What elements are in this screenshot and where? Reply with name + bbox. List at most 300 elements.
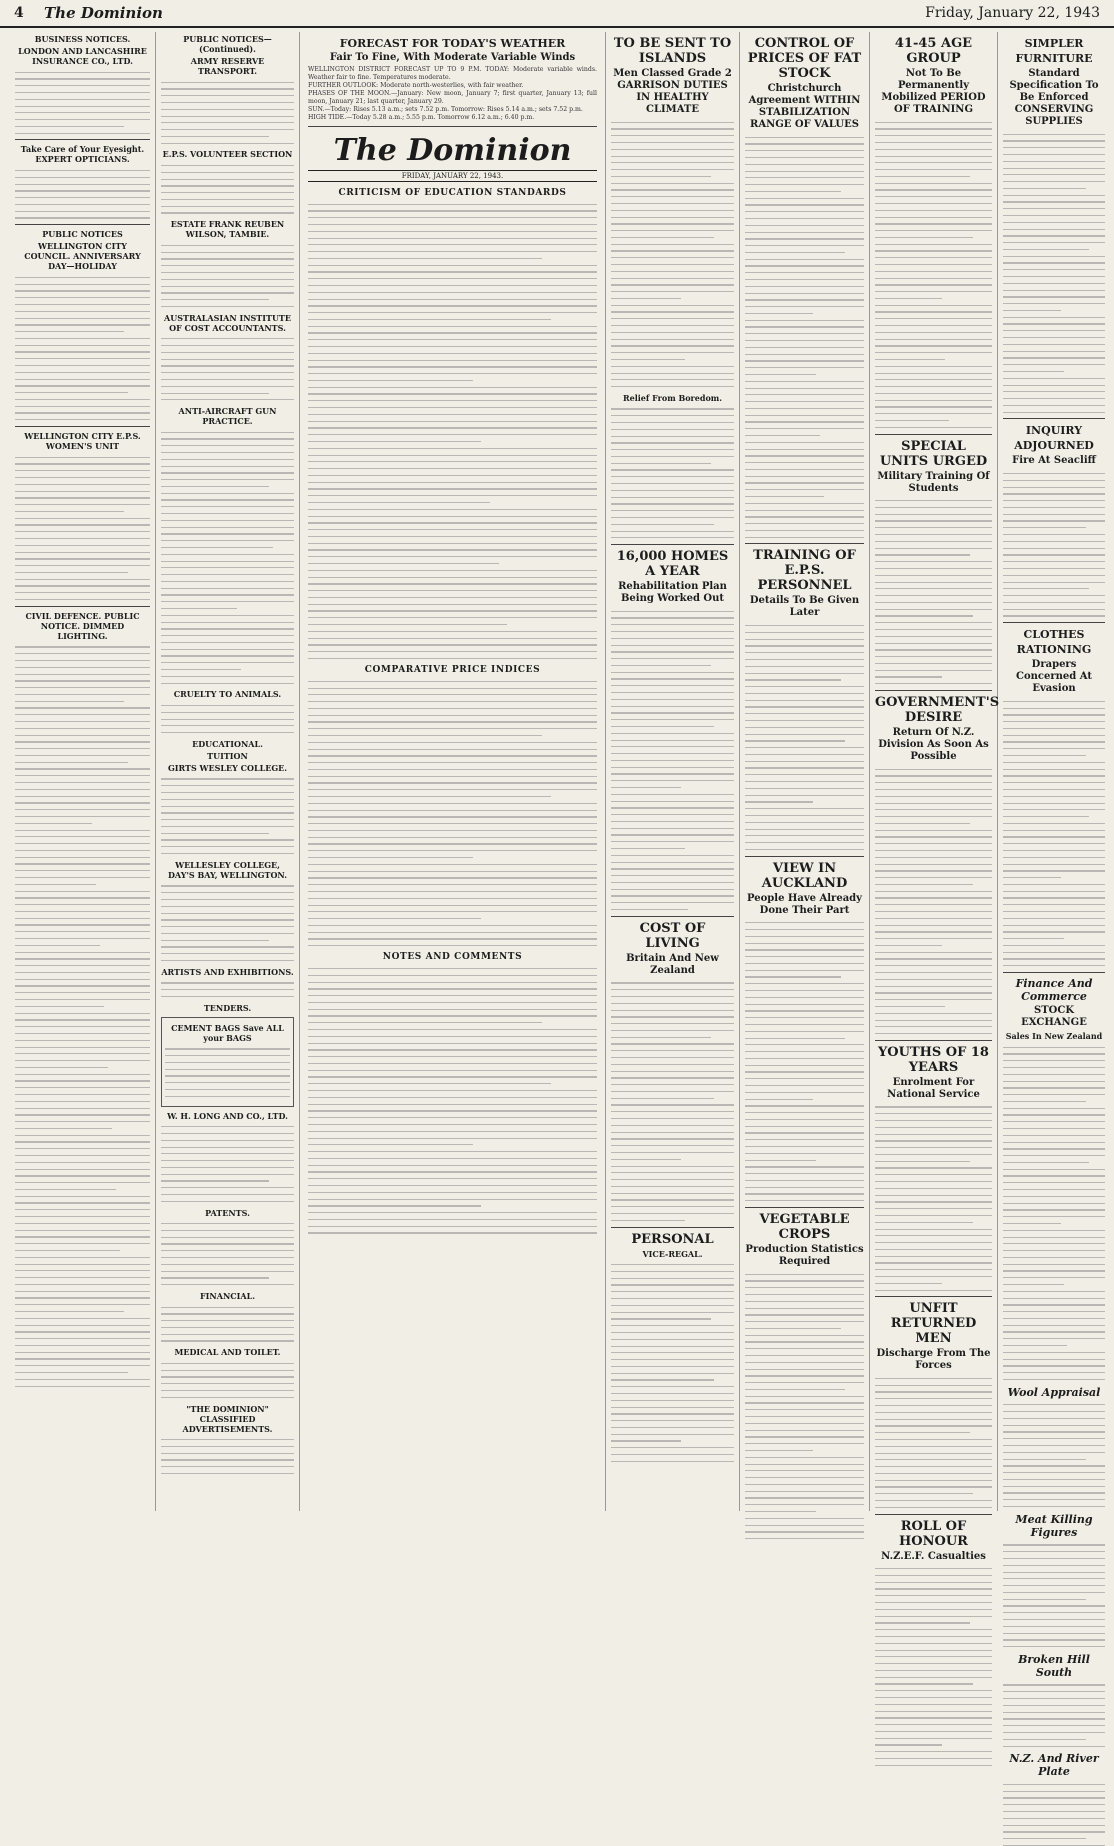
text-line (15, 762, 128, 763)
text-line (308, 421, 597, 422)
text-line (15, 579, 150, 580)
text-line (875, 406, 992, 407)
text-line (161, 608, 237, 609)
text-line (15, 1148, 150, 1149)
text-line (15, 1338, 150, 1339)
text-line (745, 1010, 864, 1011)
text-line (15, 782, 150, 783)
text-block (161, 705, 294, 733)
text-line (161, 1160, 294, 1161)
text-line (1003, 1291, 1105, 1292)
text-line (308, 339, 597, 340)
headline: INQUIRY ADJOURNED (1014, 424, 1094, 453)
text-line (161, 95, 294, 96)
text-line (15, 552, 150, 553)
text-line (875, 803, 992, 804)
text-line (308, 278, 597, 279)
text-line (1003, 938, 1064, 939)
text-line (161, 799, 294, 800)
text-line (161, 252, 294, 253)
text-block (611, 982, 734, 1221)
text-line (1003, 405, 1105, 406)
text-line (875, 1575, 992, 1576)
text-line (15, 1114, 150, 1115)
text-line (611, 712, 734, 713)
text-line (1003, 1646, 1105, 1647)
text-line (1003, 1599, 1086, 1600)
text-line (1003, 208, 1105, 209)
text-line (161, 338, 294, 339)
text-line (1003, 242, 1105, 243)
text-line (875, 1120, 992, 1121)
text-line (875, 609, 992, 610)
text-line (15, 290, 150, 291)
subheadline: Christchurch Agreement WITHIN STABILIZATION RANGE OF VALUES (748, 83, 861, 130)
text-line (745, 1518, 864, 1519)
subheadline: Fire At Seacliff (1012, 455, 1096, 467)
text-line (1003, 1684, 1105, 1685)
text-line (875, 972, 992, 973)
text-line (1003, 857, 1105, 858)
text-line (161, 919, 294, 920)
text-line (1003, 1486, 1105, 1487)
text-line (745, 1362, 864, 1363)
text-line (1003, 728, 1105, 729)
text-line (875, 420, 949, 421)
text-line (15, 897, 150, 898)
text-line (745, 143, 864, 144)
text-line (308, 911, 597, 912)
text-line (308, 638, 597, 639)
text-line (161, 833, 269, 834)
text-line (875, 595, 992, 596)
text-line (1003, 911, 1105, 912)
text-line (161, 885, 294, 886)
text-line (875, 271, 992, 272)
text-line (875, 264, 992, 265)
text-line (875, 393, 992, 394)
text-line (1003, 1352, 1105, 1353)
text-line (611, 841, 734, 842)
text-line (1003, 1087, 1105, 1088)
text-line (611, 524, 714, 525)
text-line (15, 952, 150, 953)
text-line (1003, 357, 1105, 358)
text-line (875, 1751, 992, 1752)
text-line (745, 1092, 864, 1093)
text-line (1003, 721, 1105, 722)
text-line (161, 1223, 294, 1224)
text-line (161, 1376, 294, 1377)
text-line (308, 543, 597, 544)
section-heading: FINANCIAL. (200, 1290, 255, 1301)
text-block (745, 1274, 864, 1540)
text-line (1003, 1459, 1086, 1460)
text-line (15, 843, 150, 844)
text-line (745, 198, 864, 199)
text-line (308, 455, 597, 456)
text-line (611, 1186, 734, 1187)
text-line (308, 204, 597, 205)
text-line (611, 1084, 734, 1085)
headline: TRAINING OF E.P.S. PERSONNEL (753, 548, 856, 594)
text-line (308, 651, 597, 652)
text-line (611, 746, 734, 747)
text-line (745, 537, 864, 538)
text-line (745, 1436, 864, 1437)
text-line (611, 1043, 734, 1044)
text-line (875, 1453, 992, 1454)
text-line (1003, 1175, 1105, 1176)
text-line (15, 392, 128, 393)
text-line (308, 488, 597, 489)
text-line (875, 884, 973, 885)
text-line (745, 997, 864, 998)
text-line (161, 212, 294, 213)
text-line (745, 970, 864, 971)
text-line (15, 99, 150, 100)
text-line (308, 387, 597, 388)
text-line (1003, 843, 1105, 844)
text-line (611, 176, 711, 177)
text-line (875, 169, 992, 170)
text-line (875, 1697, 992, 1698)
text-line (161, 179, 294, 180)
text-line (15, 338, 150, 339)
text-line (745, 150, 864, 151)
text-line (745, 1382, 864, 1383)
text-line (165, 1062, 290, 1063)
text-line (15, 599, 150, 600)
text-line (745, 686, 864, 687)
text-line (308, 1205, 481, 1206)
text-line (161, 165, 294, 166)
text-line (745, 401, 864, 402)
text-line (308, 434, 597, 435)
text-line (611, 1057, 734, 1058)
text-line (611, 1179, 734, 1180)
text-line (15, 470, 150, 471)
text-line (875, 1466, 992, 1467)
text-line (1003, 1142, 1105, 1143)
text-line (611, 386, 734, 387)
text-line (875, 1473, 992, 1474)
text-line (875, 189, 992, 190)
text-line (308, 728, 597, 729)
text-line (875, 1609, 992, 1610)
text-line (745, 367, 864, 368)
text-line (161, 1237, 294, 1238)
text-line (745, 516, 864, 517)
text-line (161, 719, 294, 720)
text-line (1003, 290, 1105, 291)
text-line (875, 1724, 992, 1725)
text-line (161, 527, 294, 528)
text-line (15, 545, 150, 546)
text-line (745, 767, 864, 768)
text-line (745, 177, 864, 178)
text-line (15, 1297, 150, 1298)
text-line (611, 753, 734, 754)
text-line (161, 960, 294, 961)
text-line (611, 1104, 734, 1105)
text-line (1003, 147, 1105, 148)
text-line (161, 953, 294, 954)
text-line (15, 217, 150, 218)
text-line (15, 931, 150, 932)
text-line (745, 1132, 864, 1133)
text-line (1003, 1605, 1105, 1606)
subheadline: Not To Be Permanently Mobilized PERIOD OF TRAINING (881, 68, 986, 115)
text-line (875, 958, 992, 959)
headline: SPECIAL UNITS URGED (879, 438, 988, 469)
text-line (308, 864, 597, 865)
text-line (745, 1065, 864, 1066)
text-line (611, 1407, 734, 1408)
text-line (745, 1457, 864, 1458)
text-line (15, 1196, 150, 1197)
text-line (1003, 931, 1105, 932)
text-line (611, 645, 734, 646)
text-line (308, 271, 597, 272)
text-line (15, 1209, 150, 1210)
text-line (745, 435, 820, 436)
ad-heading: LONDON AND LANCASHIRE INSURANCE CO., LTD. (18, 46, 147, 66)
text-line (1003, 1732, 1105, 1733)
text-block (308, 204, 597, 660)
text-block (165, 1048, 290, 1097)
text-line (308, 905, 597, 906)
text-line (745, 1511, 816, 1512)
text-line (745, 1409, 864, 1410)
text-line (745, 963, 864, 964)
text-line (308, 721, 597, 722)
section-heading: EDUCATIONAL. (192, 738, 263, 749)
text-line (611, 128, 734, 129)
text-line (1003, 755, 1086, 756)
text-line (745, 842, 864, 843)
text-line (745, 1443, 864, 1444)
text-line (875, 230, 992, 231)
text-line (161, 172, 294, 173)
text-line (308, 570, 597, 571)
text-line (875, 789, 992, 790)
text-line (1003, 904, 1105, 905)
text-line (745, 232, 864, 233)
text-line (1003, 1746, 1105, 1747)
text-line (308, 789, 597, 790)
text-line (1003, 1162, 1089, 1163)
text-line (745, 265, 864, 266)
text-line (161, 1383, 294, 1384)
text-line (611, 217, 734, 218)
text-line (308, 1131, 597, 1132)
text-line (308, 644, 597, 645)
text-line (745, 1200, 864, 1201)
text-line (1003, 1438, 1105, 1439)
text-line (745, 347, 864, 348)
text-line (745, 326, 864, 327)
text-line (161, 306, 294, 307)
text-line (1003, 140, 1105, 141)
text-line (875, 945, 942, 946)
text-line (745, 1038, 845, 1039)
text-line (611, 895, 734, 896)
text-line (161, 642, 294, 643)
text-line (1003, 378, 1105, 379)
text-line (15, 1291, 150, 1292)
text-line (15, 572, 128, 573)
text-line (161, 445, 294, 446)
text-line (308, 1036, 597, 1037)
text-line (1003, 958, 1105, 959)
text-line (308, 810, 597, 811)
text-line (15, 1230, 150, 1231)
text-line (745, 503, 864, 504)
notice-heading: WELLINGTON CITY E.P.S. WOMEN'S UNIT (24, 431, 141, 452)
text-line (745, 1193, 864, 1194)
text-line (308, 1185, 597, 1186)
text-line (161, 588, 294, 589)
text-line (611, 189, 734, 190)
text-line (161, 379, 294, 380)
text-line (875, 1663, 992, 1664)
text-line (875, 359, 945, 360)
text-line (308, 373, 597, 374)
text-line (161, 676, 294, 677)
text-line (161, 472, 294, 473)
text-line (745, 713, 864, 714)
text-block (611, 1264, 734, 1462)
text-line (308, 210, 597, 211)
text-line (15, 1358, 150, 1359)
text-line (15, 1060, 150, 1061)
text-block (1003, 1544, 1105, 1647)
text-line (875, 1439, 992, 1440)
text-line (308, 877, 597, 878)
text-line (1003, 1431, 1105, 1432)
text-line (875, 1677, 992, 1678)
text-line (308, 1199, 597, 1200)
text-line (745, 421, 864, 422)
text-line (161, 683, 294, 684)
text-line (611, 814, 734, 815)
text-line (15, 1019, 150, 1020)
text-line (745, 245, 864, 246)
text-line (875, 1446, 992, 1447)
text-block (161, 1307, 294, 1342)
text-line (308, 837, 597, 838)
text-line (1003, 1108, 1105, 1109)
text-line (15, 358, 150, 359)
text-line (308, 360, 597, 361)
text-line (611, 436, 734, 437)
text-line (1003, 1277, 1105, 1278)
text-line (15, 1053, 150, 1054)
text-line (875, 176, 970, 177)
text-line (611, 1030, 734, 1031)
subheadline: Rehabilitation Plan Being Worked Out (618, 581, 727, 605)
text-line (745, 1294, 864, 1295)
text-line (1003, 303, 1105, 304)
text-line (161, 1439, 294, 1440)
text-line (875, 1711, 992, 1712)
text-line (611, 807, 734, 808)
text-line (1003, 1818, 1105, 1819)
text-line (1003, 1698, 1105, 1699)
text-line (1003, 884, 1105, 885)
text-line (611, 162, 734, 163)
text-line (1003, 775, 1105, 776)
text-line (875, 379, 992, 380)
text-line (1003, 1791, 1105, 1792)
text-line (15, 728, 150, 729)
text-line (745, 340, 864, 341)
text-line (1003, 229, 1105, 230)
text-line (161, 1230, 294, 1231)
text-line (15, 1087, 150, 1088)
text-line (308, 884, 597, 885)
text-line (15, 85, 150, 86)
text-line (1003, 602, 1105, 603)
text-line (745, 1173, 864, 1174)
text-block (161, 778, 294, 854)
text-line (15, 1236, 150, 1237)
text-line (161, 1126, 294, 1127)
text-line (745, 936, 864, 937)
text-line (611, 332, 734, 333)
text-line (161, 601, 294, 602)
headline: CLOTHES RATIONING (1016, 628, 1092, 657)
text-line (15, 1216, 150, 1217)
text-line (875, 413, 992, 414)
text-block (745, 922, 864, 1201)
text-line (15, 863, 150, 864)
text-line (611, 1091, 734, 1092)
text-line (15, 524, 150, 525)
text-line (165, 1089, 290, 1090)
text-line (611, 767, 734, 768)
text-line (611, 868, 734, 869)
text-line (875, 830, 992, 831)
text-line (611, 794, 734, 795)
text-line (308, 448, 597, 449)
text-line (1003, 534, 1105, 535)
text-line (308, 843, 597, 844)
notice-heading: CIVIL DEFENCE. PUBLIC NOTICE. DIMMED LIGHTING. (25, 610, 140, 641)
text-line (161, 1459, 294, 1460)
text-line (611, 1145, 734, 1146)
text-line (15, 945, 100, 946)
text-line (745, 949, 864, 950)
text-line (161, 199, 294, 200)
text-line (15, 1243, 150, 1244)
text-line (1003, 1626, 1105, 1627)
headline: VEGETABLE CROPS (759, 1212, 850, 1243)
text-line (15, 284, 150, 285)
text-line (1003, 1411, 1105, 1412)
text-block (1003, 473, 1105, 617)
text-line (308, 305, 597, 306)
text-line (308, 407, 597, 408)
text-line (161, 1466, 294, 1467)
text-line (161, 1257, 294, 1258)
text-line (611, 1440, 681, 1441)
text-line (745, 306, 864, 307)
text-line (1003, 1592, 1105, 1593)
text-block (15, 170, 150, 219)
text-line (611, 503, 734, 504)
